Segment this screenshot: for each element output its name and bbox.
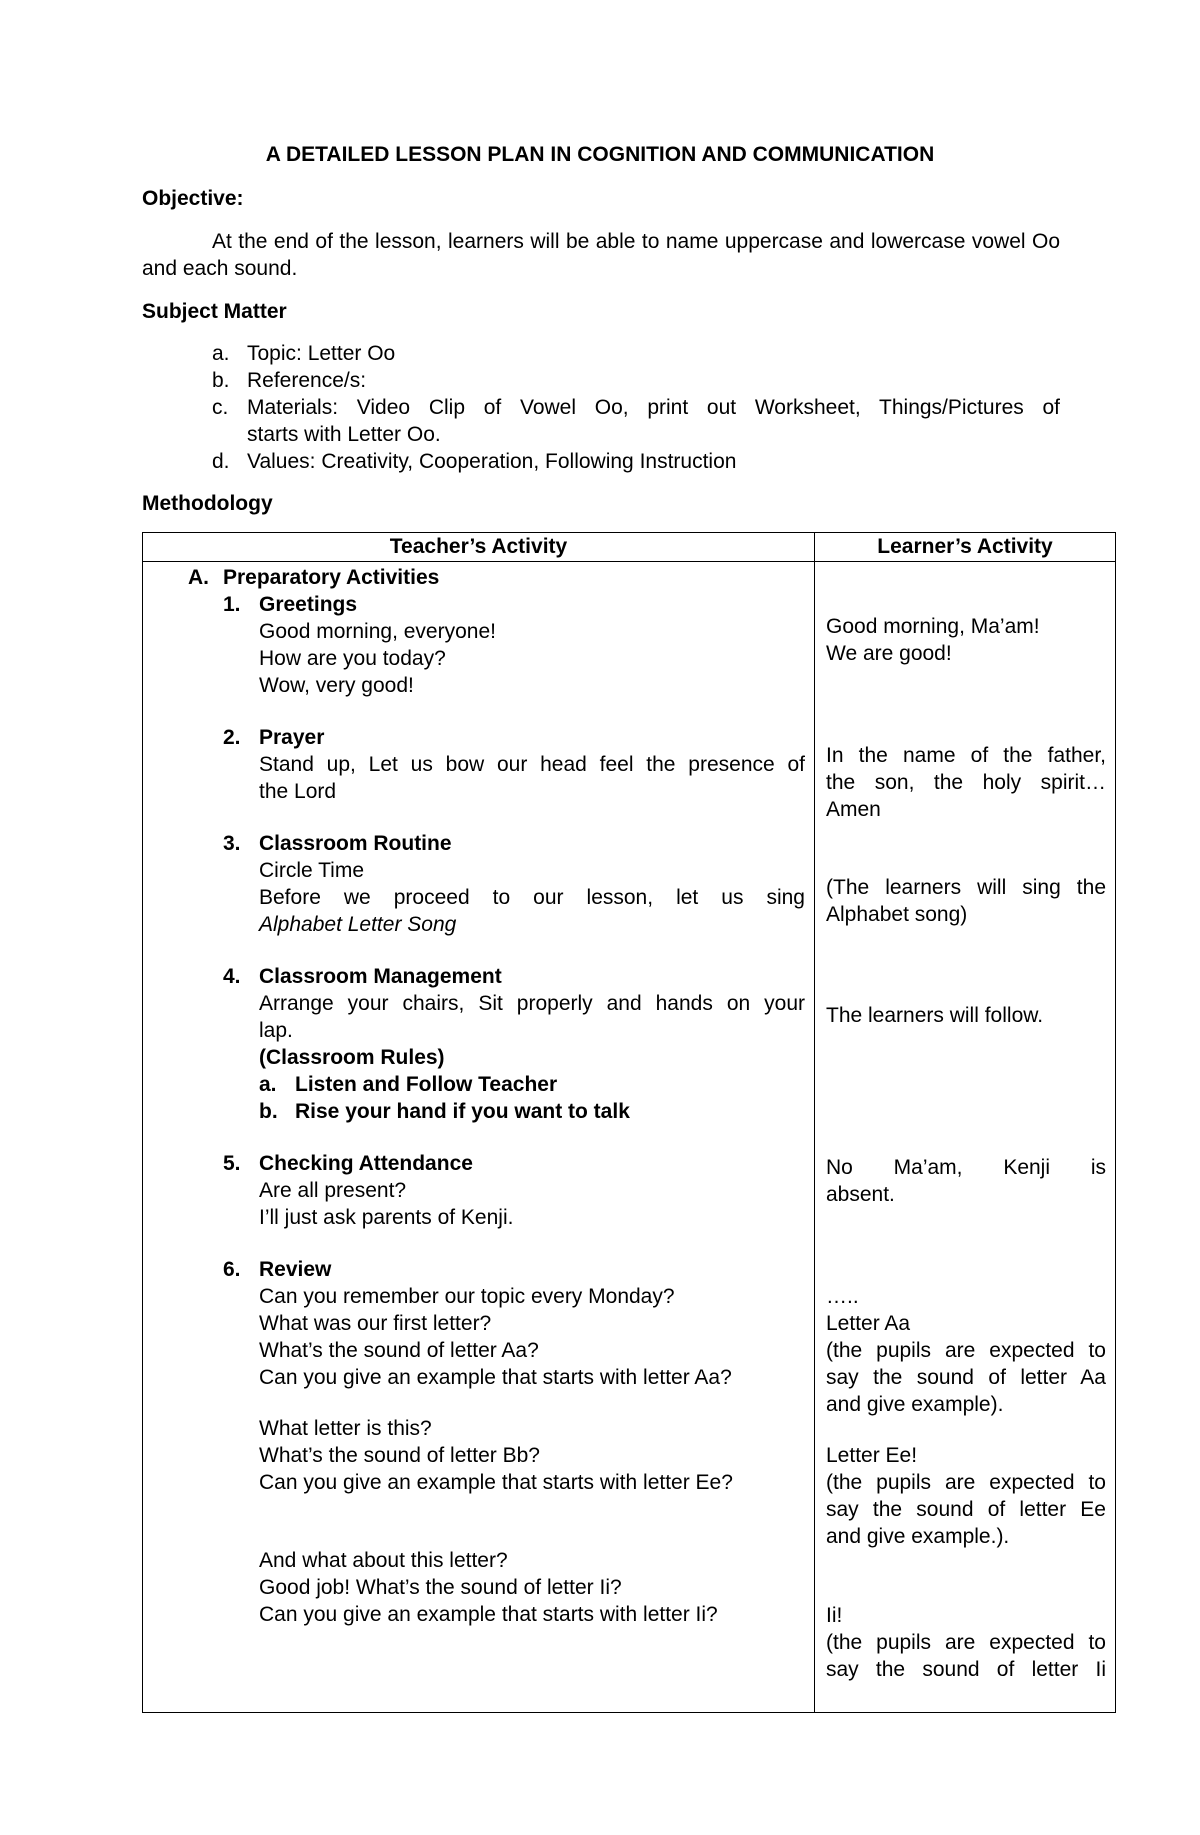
step-review-label: Review (259, 1258, 332, 1281)
step-greetings-label: Greetings (259, 593, 358, 616)
learner-line: Ii! (826, 1604, 843, 1627)
methodology-heading: Methodology (142, 492, 273, 515)
teacher-line: lap. (259, 1019, 293, 1042)
learner-line: (the pupils are expected to (826, 1339, 1106, 1362)
learner-line: Alphabet song) (826, 903, 968, 926)
learner-line: (the pupils are expected to (826, 1631, 1106, 1654)
teacher-line: the Lord (259, 780, 337, 803)
subject-matter-heading: Subject Matter (142, 300, 287, 323)
step-management-label: Classroom Management (259, 965, 502, 988)
objective-heading: Objective: (142, 187, 244, 210)
learner-line: absent. (826, 1183, 895, 1206)
learner-activity-cell (815, 562, 1116, 1713)
teacher-line: Can you give an example that starts with letter Aa? (259, 1366, 732, 1389)
step-number: 2. (223, 726, 241, 749)
teacher-line: I’ll just ask parents of Kenji. (259, 1206, 514, 1229)
learner-line: Amen (826, 798, 881, 821)
teacher-line: Good job! What’s the sound of letter Ii? (259, 1576, 622, 1599)
rule-item: Listen and Follow Teacher (295, 1073, 558, 1096)
step-number: 6. (223, 1258, 241, 1281)
teacher-line: And what about this letter? (259, 1549, 508, 1572)
teacher-column-header: Teacher’s Activity (143, 533, 815, 562)
learner-line: say the sound of letter Ee (826, 1498, 1106, 1521)
step-attendance-label: Checking Attendance (259, 1152, 473, 1175)
teacher-activity-cell (143, 562, 815, 1713)
song-title: Alphabet Letter Song (259, 913, 457, 936)
teacher-line: Arrange your chairs, Sit properly and hands on your (259, 992, 805, 1015)
learner-line: say the sound of letter Ii (826, 1658, 1106, 1681)
step-number: 5. (223, 1152, 241, 1175)
learner-line: the son, the holy spirit… (826, 771, 1106, 794)
teacher-line: Can you give an example that starts with letter Ee? (259, 1471, 733, 1494)
step-number: 1. (223, 593, 241, 616)
learner-line: (the pupils are expected to (826, 1471, 1106, 1494)
learner-line: and give example.). (826, 1525, 1010, 1548)
teacher-line: Circle Time (259, 859, 365, 882)
step-number: 4. (223, 965, 241, 988)
learner-line: In the name of the father, (826, 744, 1106, 767)
teacher-line: Can you give an example that starts with letter Ii? (259, 1603, 718, 1626)
list-marker: d. (212, 450, 230, 473)
teacher-line: How are you today? (259, 647, 446, 670)
classroom-rules-heading: (Classroom Rules) (259, 1046, 445, 1069)
teacher-line: Good morning, everyone! (259, 620, 496, 643)
learner-line: Letter Ee! (826, 1444, 918, 1467)
teacher-line: What letter is this? (259, 1417, 432, 1440)
section-label: Preparatory Activities (223, 566, 440, 589)
learner-line: ….. (826, 1285, 859, 1308)
list-item-materials: Materials: Video Clip of Vowel Oo, print out Worksheet, Things/Pictures of (247, 396, 1060, 419)
learner-column-header: Learner’s Activity (815, 533, 1116, 562)
list-item-topic: Topic: Letter Oo (247, 342, 396, 365)
learner-line: and give example). (826, 1393, 1004, 1416)
step-routine-label: Classroom Routine (259, 832, 452, 855)
rule-marker: a. (259, 1073, 277, 1096)
list-marker: a. (212, 342, 230, 365)
learner-line: No Ma’am, Kenji is (826, 1156, 1106, 1179)
section-marker: A. (188, 566, 209, 589)
learner-line: Letter Aa (826, 1312, 911, 1335)
step-number: 3. (223, 832, 241, 855)
teacher-line: Stand up, Let us bow our head feel the presence of (259, 753, 805, 776)
step-prayer-label: Prayer (259, 726, 325, 749)
learner-line: (The learners will sing the (826, 876, 1106, 899)
list-item-reference: Reference/s: (247, 369, 367, 392)
rule-marker: b. (259, 1100, 278, 1123)
teacher-line: What was our first letter? (259, 1312, 492, 1335)
teacher-line: Before we proceed to our lesson, let us sing (259, 886, 805, 909)
document-title: A DETAILED LESSON PLAN IN COGNITION AND COMMUNICATION (265, 143, 935, 166)
learner-line: Good morning, Ma’am! (826, 615, 1040, 638)
learner-line: say the sound of letter Aa (826, 1366, 1106, 1389)
objective-text: At the end of the lesson, learners will be able to name uppercase and lowercase vowel Oo and each sound. (142, 230, 1060, 280)
learner-line: We are good! (826, 642, 952, 665)
list-marker: b. (212, 369, 230, 392)
list-item-values: Values: Creativity, Cooperation, Following Instruction (247, 450, 737, 473)
teacher-line: What’s the sound of letter Aa? (259, 1339, 539, 1362)
rule-item: Rise your hand if you want to talk (295, 1100, 630, 1123)
learner-line: The learners will follow. (826, 1004, 1044, 1027)
teacher-line: Can you remember our topic every Monday? (259, 1285, 675, 1308)
teacher-line: Are all present? (259, 1179, 407, 1202)
teacher-line: What’s the sound of letter Bb? (259, 1444, 540, 1467)
teacher-line: Wow, very good! (259, 674, 414, 697)
activity-table (142, 532, 1116, 1713)
list-item-materials-cont: starts with Letter Oo. (247, 423, 441, 446)
list-marker: c. (212, 396, 229, 419)
